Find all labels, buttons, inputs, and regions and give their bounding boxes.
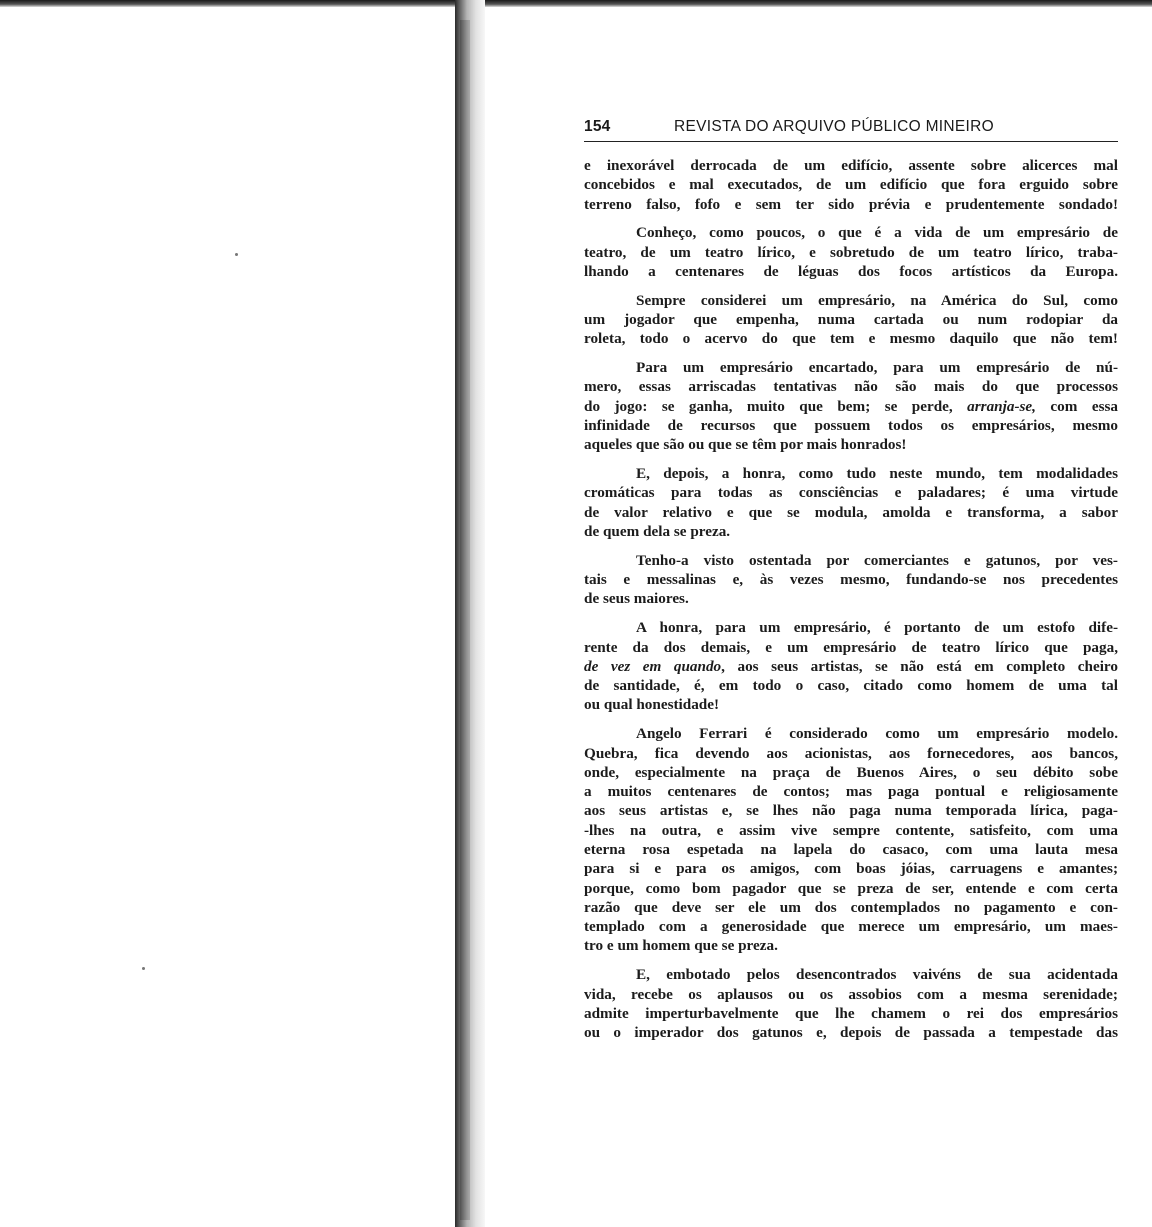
text-line: teatro, de um teatro lírico, e sobretudo de um teatro lírico, traba- bbox=[584, 243, 1118, 261]
text-line: Quebra, fica devendo aos acionistas, aos fornecedores, aos bancos, bbox=[584, 744, 1118, 762]
text-line: templado com a generosidade que merece um empresário, um maes- bbox=[584, 918, 1118, 936]
text-line: E, depois, a honra, como tudo neste mundo, tem modalidades bbox=[636, 465, 1118, 483]
text-line: razão que deve ser ele um dos contemplados no pagamento e con- bbox=[584, 898, 1118, 916]
text-line: a muitos centenares de contos; mas paga pontual e religiosamente bbox=[584, 783, 1118, 801]
text-line: Conheço, como poucos, o que é a vida de um empresário de bbox=[636, 224, 1118, 242]
text-line bbox=[584, 657, 1118, 676]
text-line: Tenho-a visto ostentada por comerciantes e gatunos, por ves- bbox=[636, 551, 1118, 569]
text-segment: , aos seus artistas, se não está em completo cheiro bbox=[721, 657, 1118, 675]
text-line: de seus maiores. bbox=[584, 590, 689, 608]
text-line: mero, essas arriscadas tentativas não são mais do que processos bbox=[584, 378, 1118, 396]
text-line: tais e messalinas e, às vezes mesmo, fundando-se nos precedentes bbox=[584, 571, 1118, 589]
text-line: Angelo Ferrari é considerado como um empresário modelo. bbox=[636, 725, 1118, 743]
text-line: para si e para os amigos, com boas jóias, carruagens e amantes; bbox=[584, 860, 1118, 878]
text-line: eterna rosa espetada na lapela do casaco, com uma lauta mesa bbox=[584, 841, 1118, 858]
text-line: rente da dos demais, e um empresário de teatro lírico que paga, bbox=[584, 638, 1118, 656]
text-line: roleta, todo o acervo do que tem e mesmo daquilo que não tem! bbox=[584, 330, 1118, 348]
header-rule bbox=[584, 141, 1118, 142]
text-line: aos seus artistas e, se lhes não paga numa temporada lírica, paga- bbox=[584, 802, 1118, 820]
text-line: porque, como bom pagador que se preza de ser, entende e com certa bbox=[584, 879, 1118, 897]
text-segment: com essa bbox=[1035, 397, 1118, 415]
text-line: tro e um homem que se preza. bbox=[584, 937, 778, 955]
book-gutter bbox=[455, 0, 485, 1227]
text-line: aqueles que são ou que se têm por mais honrados! bbox=[584, 436, 907, 454]
paragraph bbox=[584, 291, 1118, 349]
paragraph bbox=[584, 618, 1118, 714]
paragraph bbox=[584, 464, 1118, 541]
text-line: concebidos e mal executados, de um edifício que fora erguido sobre bbox=[584, 176, 1118, 194]
paragraph bbox=[584, 551, 1118, 609]
text-line: A honra, para um empresário, é portanto de um estofo dife- bbox=[636, 619, 1118, 637]
italic-phrase: arranja-se, bbox=[967, 397, 1036, 415]
paper-speck bbox=[235, 253, 238, 256]
text-line: ou o imperador dos gatunos e, depois de passada a tempestade das bbox=[584, 1024, 1118, 1042]
page-number: 154 bbox=[584, 118, 611, 135]
journal-title: REVISTA DO ARQUIVO PÚBLICO MINEIRO bbox=[674, 118, 994, 135]
paragraph bbox=[584, 156, 1118, 214]
paragraph bbox=[584, 223, 1118, 281]
text-line: Para um empresário encartado, para um empresário de nú- bbox=[636, 359, 1118, 377]
text-line: vida, recebe os aplausos ou os assobios com a mesma serenidade; bbox=[584, 985, 1118, 1003]
text-segment: do jogo: se ganha, muito que bem; se perde, bbox=[584, 397, 968, 415]
right-page bbox=[485, 7, 1152, 1227]
text-line: um jogador que empenha, numa cartada ou num rodopiar da bbox=[584, 311, 1118, 329]
text-line bbox=[584, 397, 1118, 416]
left-page-blank bbox=[0, 7, 455, 1227]
text-line: cromáticas para todas as consciências e paladares; é uma virtude bbox=[584, 484, 1118, 502]
text-line: Sempre considerei um empresário, na América do Sul, como bbox=[636, 291, 1118, 309]
text-line: de santidade, é, em todo o caso, citado como homem de uma tal bbox=[584, 677, 1118, 695]
text-line: infinidade de recursos que possuem todos os empresários, mesmo bbox=[584, 417, 1118, 435]
article-body bbox=[584, 156, 1118, 1052]
text-line: onde, especialmente na praça de Buenos Aires, o seu débito sobe bbox=[584, 763, 1118, 781]
paragraph bbox=[584, 358, 1118, 454]
running-head bbox=[584, 118, 1118, 140]
paragraph bbox=[584, 965, 1118, 1042]
text-line: -lhes na outra, e assim vive sempre contente, satisfeito, com uma bbox=[584, 821, 1118, 839]
text-line: ou qual honestidade! bbox=[584, 696, 720, 714]
text-line: de valor relativo e que se modula, amolda e transforma, a sabor bbox=[584, 503, 1118, 521]
paragraph bbox=[584, 724, 1118, 956]
paper-speck bbox=[142, 967, 145, 970]
page-top-edge bbox=[0, 0, 1152, 7]
text-line: admite imperturbavelmente que lhe chamem o rei dos empresários bbox=[584, 1004, 1118, 1022]
italic-phrase: de vez em quando bbox=[584, 657, 722, 675]
text-line: lhando a centenares de léguas dos focos artísticos da Europa. bbox=[584, 262, 1118, 280]
text-line: de quem dela se preza. bbox=[584, 523, 731, 541]
text-line: e inexorável derrocada de um edifício, assente sobre alicerces mal bbox=[584, 157, 1118, 174]
text-line: terreno falso, fofo e sem ter sido prévia e prudentemente sondado! bbox=[584, 195, 1118, 213]
text-line: E, embotado pelos desencontrados vaivéns de sua acidentada bbox=[636, 966, 1118, 984]
